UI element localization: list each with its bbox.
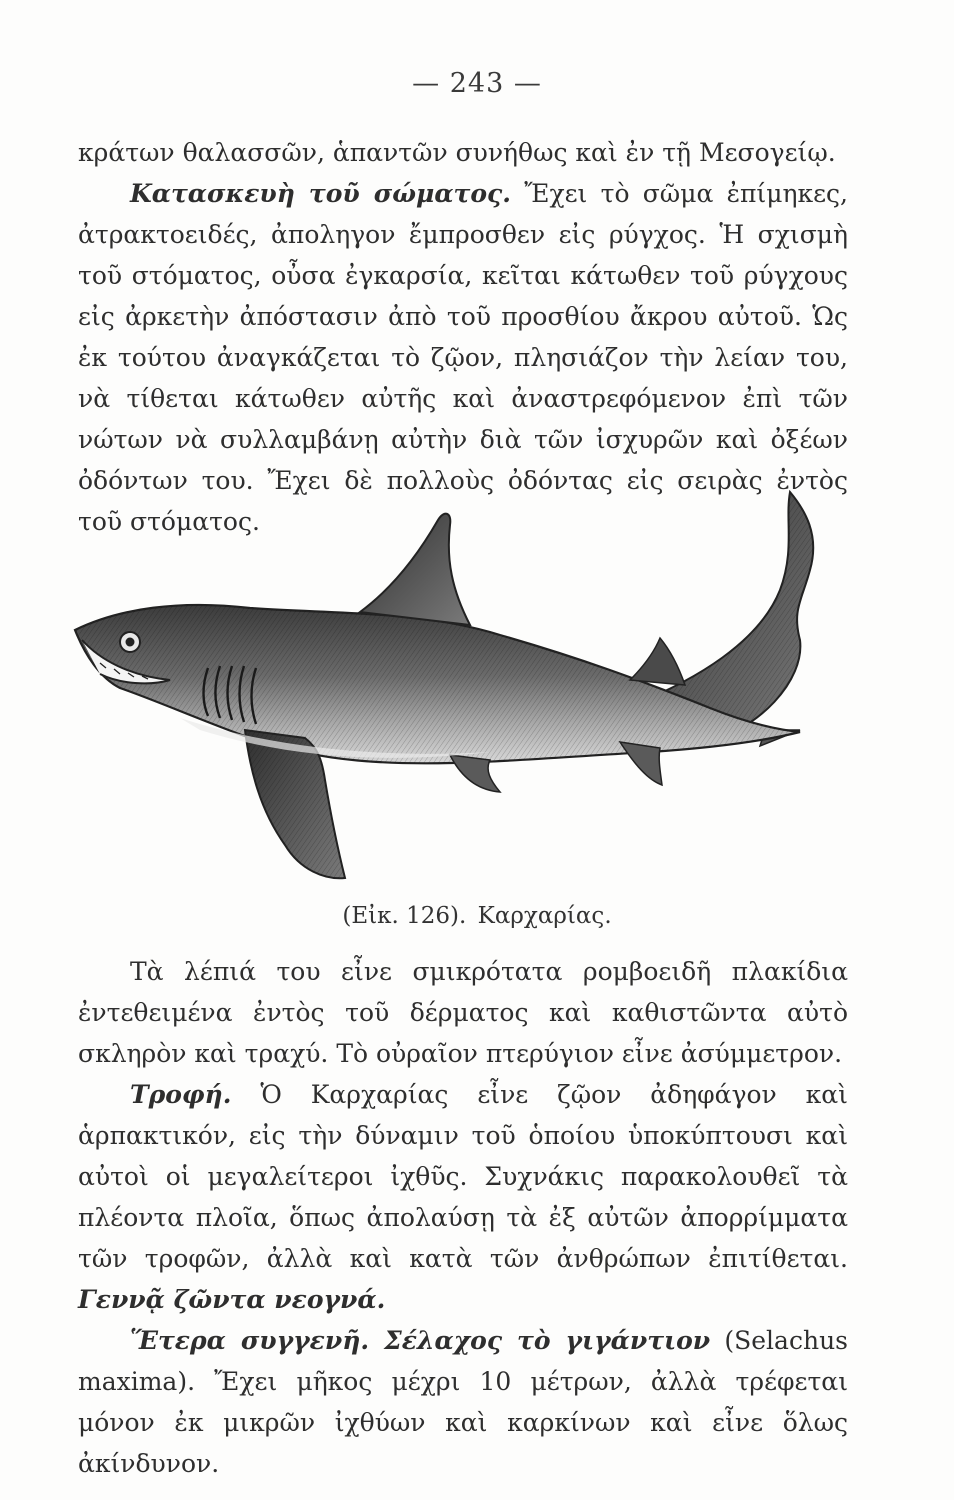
section-heading-structure: Κατασκευὴ τοῦ σώματος. (130, 179, 511, 208)
birth-heading: Γεννᾷ ζῶντα νεογνά. (78, 1285, 386, 1314)
bottom-text-block (78, 951, 848, 1484)
paragraph-food (78, 1074, 848, 1320)
dorsal-fin (360, 514, 470, 625)
scales-text: Τὰ λέπιά του εἶνε σμικρότατα ρομβοειδῆ πλακίδια ἐντεθειμένα ἐντὸς τοῦ δέρματος καὶ καθιστῶντα αὐτὸ σκληρὸν καὶ τραχύ. Τὸ οὐραῖον πτερύγιον εἶνε ἀσύμμετρον. (78, 957, 848, 1068)
body-structure-text: Ἔχει τὸ σῶμα ἐπίμηκες, ἀτρακτοειδές, ἀποληγον ἔμπροσθεν εἰς ρύγχος. Ἡ σχισμὴ τοῦ στόματος, οὖσα ἐγκαρσία, κεῖται κάτωθεν τοῦ ρύγχους εἰς ἀρκετὴν ἀπόστασιν ἀπὸ τοῦ προσθίου ἄκρου αὐτοῦ. Ὡς ἐκ τούτου ἀναγκάζεται τὸ ζῷον, πλησιάζον τὴν λείαν του, νὰ τίθεται κάτωθεν αὐτῆς καὶ ἀναστρεφόμενον ἐπὶ τῶν νώτων νὰ συλλαμβάνῃ αὐτὴν διὰ τῶν ἰσχυρῶν καὶ ὀξέων ὀδόντων του. Ἔχει δὲ πολλοὺς ὀδόντας εἰς σειρὰς ἐντὸς τοῦ στόματος. (78, 179, 848, 536)
continuation-text: κράτων θαλασσῶν, ἁπαντῶν συνήθως καὶ ἐν τῇ Μεσογείῳ. (78, 138, 836, 167)
figure-caption (0, 903, 954, 929)
section-heading-food: Τροφή. (130, 1080, 232, 1109)
paragraph-scales (78, 951, 848, 1074)
species-heading: Σέλαχος τὸ γιγάντιον (369, 1326, 711, 1355)
figure-title: Καρχαρίας. (477, 903, 612, 929)
relatives-text: (Selachus maxima). Ἔχει μῆκος μέχρι 10 μέτρων, ἀλλὰ τρέφεται μόνον ἐκ μικρῶν ἰχθύων καὶ καρκίνων καὶ εἶνε ὅλως ἀκίνδυνον. (78, 1326, 848, 1478)
food-text: Ὁ Καρχαρίας εἶνε ζῷον ἀδηφάγον καὶ ἁρπακτικόν, εἰς τὴν δύναμιν τοῦ ὁποίου ὑποκύπτουσι καὶ αὐτοὶ οἱ μεγαλείτεροι ἰχθῦς. Συχνάκις παρακολουθεῖ τὰ πλέοντα πλοῖα, ὅπως ἀπολαύσῃ τὰ ἐξ αὐτῶν ἀπορρίμματα τῶν τροφῶν, ἀλλὰ καὶ κατὰ τῶν ἀνθρώπων ἐπιτίθεται. (78, 1080, 848, 1273)
figure-reference: (Εἰκ. 126). (342, 903, 467, 929)
page-number: — 243 — (412, 68, 542, 99)
paragraph-relatives (78, 1320, 848, 1484)
shark-illustration (60, 480, 860, 890)
section-heading-relatives: Ἕτερα συγγενῆ. (130, 1326, 370, 1355)
paragraph-continuation (78, 132, 848, 173)
